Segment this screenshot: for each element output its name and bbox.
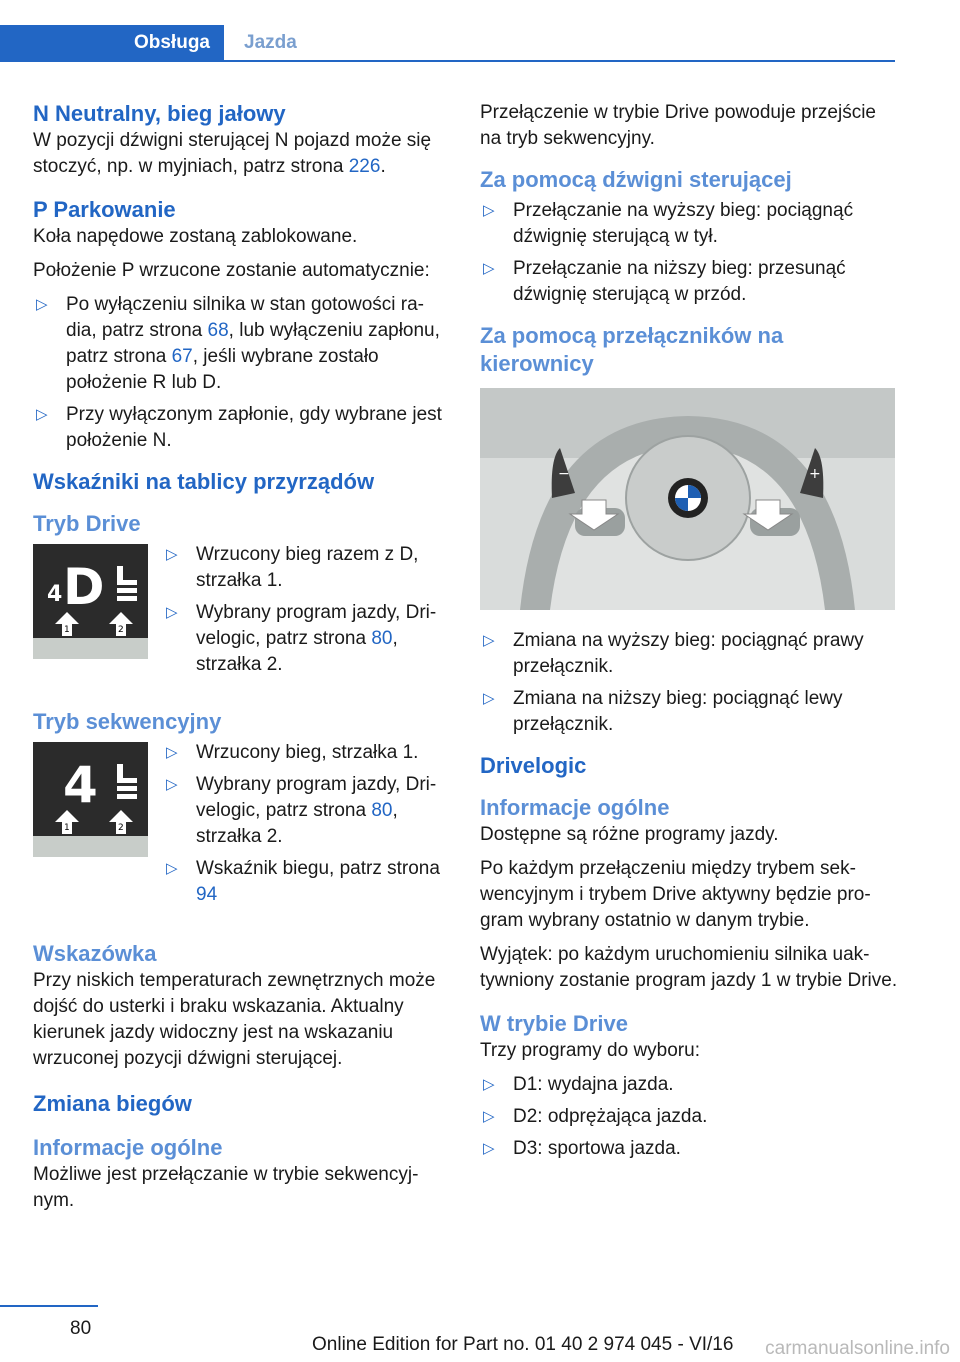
neutral-heading: N Neutralny, bieg jałowy (33, 101, 286, 126)
steering-wheel-image (480, 388, 895, 610)
drive-indicator-row (33, 538, 448, 690)
edition-note: Online Edition for Part no. 01 40 2 974 045 - VI/16 (312, 1334, 734, 1355)
gauge-drive-letter: D (63, 558, 105, 616)
gauge-gear-number: 4 (63, 756, 98, 814)
list-item: ▷ Zmiana na niższy bieg: pociągnąć lewy przełącznik. (483, 688, 843, 735)
left-column (33, 100, 448, 1222)
gauge-arrow-label-2: 2 (118, 823, 124, 833)
sequential-list (163, 740, 448, 914)
list-item: ▷ Wrzucony bieg, strzałka 1. (163, 740, 448, 766)
tab-jazda[interactable]: Jazda (244, 32, 297, 53)
general-info-paragraph: Możliwe jest przełączanie w trybie sekwencyjnym. (33, 1164, 419, 1211)
drive-gauge-image (33, 544, 148, 659)
neutral-paragraph: W pozycji dźwigni sterującej N pojazd może się stoczyć, np. w myjniach, patrz strona 226. (33, 130, 432, 177)
page-link-80[interactable]: 80 (371, 800, 393, 821)
drive-mode-heading: Tryb Drive (33, 511, 141, 536)
list-item: ▷ Po wyłączeniu silnika w stan gotowości radia, patrz strona 68, lub wyłączeniu zapłonu, patrz strona 67, jeśli wybrane zostało położenie R lub D. (36, 294, 440, 393)
bullet-icon: ▷ (166, 604, 178, 621)
page-link-226[interactable]: 226 (348, 156, 381, 177)
drivelogic-general-heading: Informacje ogólne (480, 795, 670, 820)
park-paragraph-1: Koła napędowe zostaną zablokowane. (33, 226, 358, 247)
general-info-heading: Informacje ogólne (33, 1135, 223, 1160)
gear-change-heading: Zmiana biegów (33, 1091, 192, 1116)
lever-list (480, 198, 898, 308)
bullet-icon: ▷ (483, 632, 495, 649)
page-link-67[interactable]: 67 (171, 346, 193, 367)
header-rule (0, 60, 895, 62)
general-paragraph-2: Po każdym przełączeniu między trybem sekwencyjnym i trybem Drive aktywny będzie program wybrany ostatnio w danym trybie. (480, 858, 871, 931)
list-item: ▷ Zmiana na wyższy bieg: pociągnąć prawy przełącznik. (483, 630, 864, 677)
tab-obsluga[interactable]: Obsługa (0, 25, 224, 61)
paddle-list (480, 628, 898, 738)
bullet-icon: ▷ (483, 690, 495, 707)
list-item: ▷ Przełączanie na wyższy bieg: pociągnąć dźwignię sterującą w tył. (483, 200, 854, 247)
bullet-icon: ▷ (483, 1076, 495, 1093)
bullet-icon: ▷ (166, 860, 178, 877)
page-link-68[interactable]: 68 (207, 320, 229, 341)
list-item: ▷ Przy wyłączonym zapłonie, gdy wybrane jest położenie N. (36, 404, 442, 451)
sequential-mode-heading: Tryb sekwencyjny (33, 709, 222, 734)
bullet-icon: ▷ (483, 1108, 495, 1125)
list-item: ▷ D1: wydajna jazda. (480, 1072, 898, 1098)
gauge-arrow-label-2: 2 (118, 625, 124, 635)
list-item: ▷ Wrzucony bieg razem z D, strzałka 1. (166, 544, 419, 591)
park-heading: P Parkowanie (33, 197, 176, 222)
list-item: ▷ Wybrany program jazdy, Drivelogic, patrz strona 80, strzałka 2. (166, 602, 437, 675)
page-link-94[interactable]: 94 (196, 884, 218, 905)
general-paragraph-3: Wyjątek: po każdym uruchomieniu silnika uaktywniony zostanie program jazdy 1 w trybie Drive. (480, 944, 898, 991)
list-item: ▷ Wskaźnik biegu, patrz strona 94 (166, 858, 440, 905)
gauge-arrow-label-1: 1 (64, 823, 70, 833)
list-item: ▷ Przełączanie na niższy bieg: przesunąć dźwignię sterującą w przód. (483, 258, 846, 305)
sequential-indicator-row (33, 736, 448, 920)
bullet-icon: ▷ (483, 1140, 495, 1157)
gauge-small-gear: 4 (47, 582, 63, 607)
drive-programs-heading: W trybie Drive (480, 1011, 628, 1036)
general-paragraph-1: Dostępne są różne programy jazdy. (480, 824, 779, 845)
watermark: carmanualsonline.info (765, 1338, 950, 1359)
bullet-icon: ▷ (483, 202, 495, 219)
page-link-80[interactable]: 80 (371, 628, 393, 649)
hint-paragraph: Przy niskich temperaturach zewnętrznych może dojść do usterki i braku wskazania. Aktualny kierunek jazdy widoczny jest na wskazaniu wrzuconej pozycji dźwigni sterującej. (33, 970, 436, 1069)
bullet-icon: ▷ (166, 776, 178, 793)
page-number: 80 (70, 1318, 92, 1339)
paddles-heading: Za pomocą przełączników na kierownicy (480, 323, 784, 376)
hint-heading: Wskazówka (33, 941, 157, 966)
paddle-minus-label: − (558, 466, 570, 482)
bullet-icon: ▷ (36, 296, 48, 313)
list-item: ▷ D3: sportowa jazda. (480, 1136, 898, 1162)
sequential-gauge-image (33, 742, 148, 857)
right-column (480, 100, 898, 1168)
bullet-icon: ▷ (166, 744, 178, 761)
list-item: ▷ Wybrany program jazdy, Drivelogic, patrz strona 80, strzałka 2. (166, 774, 437, 847)
indicators-heading: Wskaźniki na tablicy przyrządów (33, 469, 375, 494)
gauge-arrow-label-1: 1 (64, 625, 70, 635)
footer-rule (0, 1305, 98, 1307)
programs-list (480, 1072, 898, 1162)
lever-heading: Za pomocą dźwigni sterującej (480, 167, 792, 192)
park-list (33, 292, 448, 454)
drive-list (163, 542, 448, 684)
drive-programs-paragraph: Trzy programy do wyboru: (480, 1040, 700, 1061)
bullet-icon: ▷ (483, 260, 495, 277)
paddle-plus-label: + (809, 466, 821, 482)
intro-paragraph: Przełączenie w trybie Drive powoduje przejście na tryb sekwencyjny. (480, 102, 877, 149)
bullet-icon: ▷ (166, 546, 178, 563)
drivelogic-heading: Drivelogic (480, 753, 587, 778)
section-tabs (0, 25, 297, 61)
list-item: ▷ D2: odprężająca jazda. (480, 1104, 898, 1130)
park-paragraph-2: Położenie P wrzucone zostanie automatycznie: (33, 260, 430, 281)
bullet-icon: ▷ (36, 406, 48, 423)
